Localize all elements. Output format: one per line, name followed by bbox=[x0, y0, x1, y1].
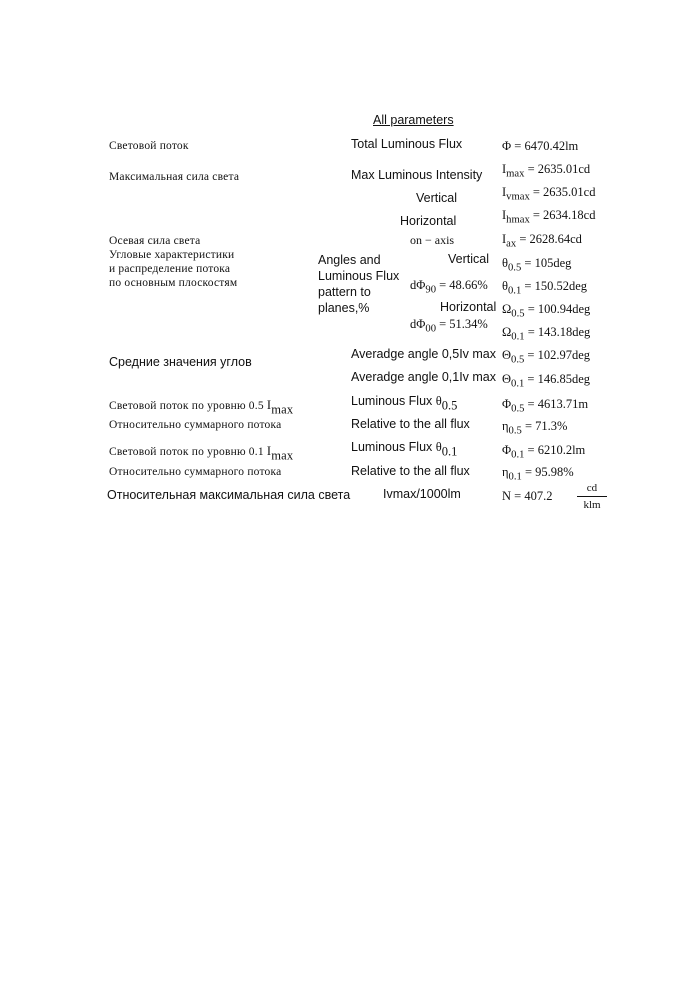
page-title: All parameters bbox=[373, 113, 454, 127]
value-nrel: N = 407.2 bbox=[502, 489, 553, 503]
label-ru-angles-3: по основным плоскостям bbox=[109, 277, 238, 289]
value-big-theta05: $\Theta_{0.5} = 102.97deg$ bbox=[502, 348, 591, 366]
value-eta01: $\eta_{0.1} = 95.98\%$ bbox=[502, 465, 574, 483]
value-dphi00: $d\Phi_{00} = 51.34\%$ bbox=[410, 317, 488, 335]
label-en-rel05: Relative to the all flux bbox=[351, 417, 470, 431]
value-iax: $I_{ax} = 2628.64cd$ bbox=[502, 232, 582, 250]
value-imax: $I_{max} = 2635.01cd$ bbox=[502, 162, 591, 180]
label-en-rel01: Relative to the all flux bbox=[351, 464, 470, 478]
label-en-angles-vertical: Vertical bbox=[448, 252, 489, 266]
label-en-angles-horizontal: Horizontal bbox=[440, 300, 497, 314]
label-ru-lf01: Световой поток по уровню 0.1 $I_{max}$ bbox=[109, 444, 294, 463]
label-en-angles-1: Angles and bbox=[318, 253, 381, 267]
value-big-theta01: $\Theta_{0.1} = 146.85deg$ bbox=[502, 372, 591, 390]
fraction-bar bbox=[577, 496, 607, 497]
value-ivmax: $I_{vmax} = 2635.01cd$ bbox=[502, 185, 596, 203]
value-phi01: $\Phi_{0.1} = 6210.2lm$ bbox=[502, 443, 586, 461]
label-en-lf01: Luminous Flux $\theta_{0.1}$ bbox=[351, 440, 458, 459]
label-en-horizontal: Horizontal bbox=[400, 214, 457, 228]
label-en-avg01: Averadge angle 0,1Iv max bbox=[351, 370, 497, 384]
label-ru-axial: Осевая сила света bbox=[109, 235, 201, 247]
value-ihmax: $I_{hmax} = 2634.18cd$ bbox=[502, 208, 596, 226]
unit-numerator: cd bbox=[586, 482, 598, 494]
label-en-vertical: Vertical bbox=[416, 191, 457, 205]
value-phi05: $\Phi_{0.5} = 4613.71m$ bbox=[502, 397, 589, 415]
label-en-nrel: Ivmax/1000lm bbox=[383, 487, 461, 501]
unit-denominator: klm bbox=[583, 499, 601, 511]
label-en-imax: Max Luminous Intensity bbox=[351, 168, 483, 182]
label-en-flux: Total Luminous Flux bbox=[351, 137, 463, 151]
label-en-onaxis: on − axis bbox=[410, 233, 455, 247]
value-omega01: $\Omega_{0.1} = 143.18deg$ bbox=[502, 325, 591, 343]
label-en-angles-2: Luminous Flux bbox=[318, 269, 400, 283]
label-ru-imax: Максимальная сила света bbox=[109, 171, 240, 183]
label-en-angles-4: planes,% bbox=[318, 301, 370, 315]
label-en-angles-3: pattern to bbox=[318, 285, 371, 299]
unit-fraction bbox=[577, 482, 607, 511]
label-en-lf05: Luminous Flux $\theta_{0.5}$ bbox=[351, 394, 458, 413]
label-ru-avg: Средние значения углов bbox=[109, 355, 252, 369]
value-dphi90: $d\Phi_{90} = 48.66\%$ bbox=[410, 278, 488, 296]
value-omega05: $\Omega_{0.5} = 100.94deg$ bbox=[502, 302, 591, 320]
value-theta05: $\theta_{0.5} = 105deg$ bbox=[502, 256, 572, 274]
label-ru-nrel: Относительная максимальная сила света bbox=[107, 488, 351, 502]
label-en-avg05: Averadge angle 0,5Iv max bbox=[351, 347, 497, 361]
label-ru-rel05: Относительно суммарного потока bbox=[109, 419, 282, 431]
label-ru-angles-2: и распределение потока bbox=[109, 263, 231, 275]
value-theta01: $\theta_{0.1} = 150.52deg$ bbox=[502, 279, 587, 297]
label-ru-lf05: Световой поток по уровню 0.5 $I_{max}$ bbox=[109, 398, 294, 417]
value-eta05: $\eta_{0.5} = 71.3\%$ bbox=[502, 419, 568, 437]
value-flux: Φ = 6470.42lm bbox=[502, 139, 579, 153]
label-ru-rel01: Относительно суммарного потока bbox=[109, 466, 282, 478]
label-ru-flux: Световой поток bbox=[109, 140, 189, 152]
label-ru-angles-1: Угловые характеристики bbox=[109, 249, 235, 261]
